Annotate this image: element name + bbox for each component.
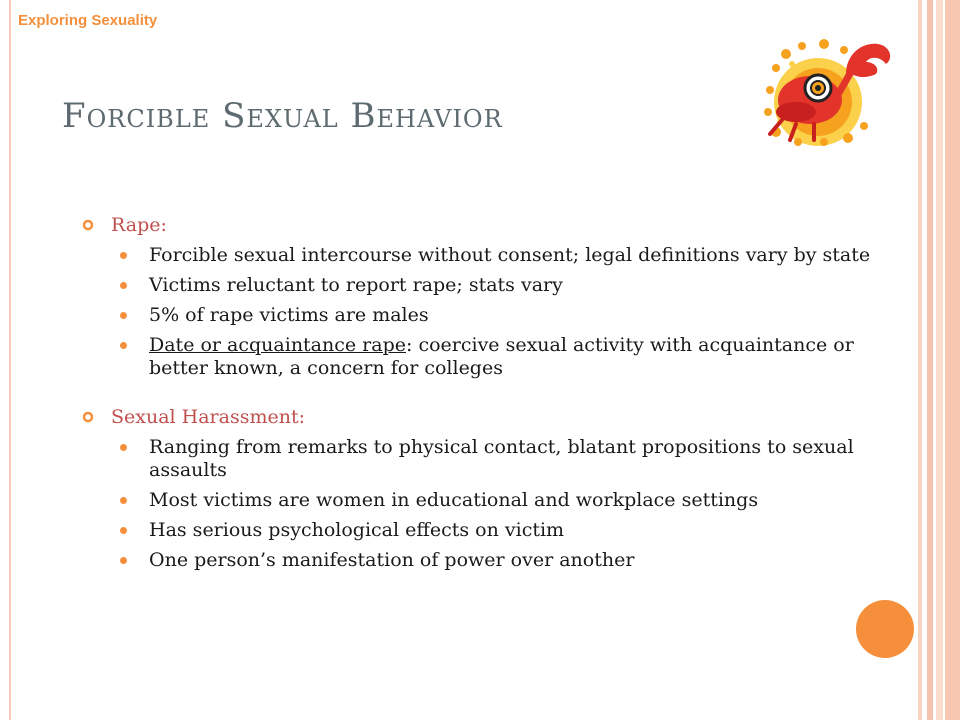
left-frame-line [9,0,11,720]
list-item [78,519,898,542]
open-circle-bullet-icon [82,219,94,231]
header-label: Exploring Sexuality [18,12,158,29]
filled-dot-bullet-icon [120,527,127,534]
section-rape [78,212,898,380]
list-item [78,274,898,297]
right-decorative-stripes [918,0,960,720]
list-item-text: Has serious psychological effects on victim [149,519,565,541]
list-item [78,549,898,572]
section-sexual-harassment [78,404,898,572]
list-item-text: 5% of rape victims are males [149,304,429,326]
list-item-text: Ranging from remarks to physical contact, blatant propositions to sexual assaults [149,436,854,481]
slide-content [78,212,898,596]
filled-dot-bullet-icon [120,557,127,564]
list-item [78,244,898,267]
section-heading [78,212,898,238]
list-item-text: Most victims are women in educational and workplace settings [149,489,759,511]
filled-dot-bullet-icon [120,252,127,259]
filled-dot-bullet-icon [120,312,127,319]
section-heading-text: Sexual Harassment: [111,406,305,428]
list-item-text: One person’s manifestation of power over another [149,549,635,571]
slide-title: Forcible Sexual Behavior [62,96,503,136]
list-item-text: Forcible sexual intercourse without consent; legal definitions vary by state [149,244,871,266]
list-item [78,334,898,380]
filled-dot-bullet-icon [120,342,127,349]
open-circle-bullet-icon [82,411,94,423]
section-heading-text: Rape: [111,214,167,236]
filled-dot-bullet-icon [120,282,127,289]
list-item [78,304,898,327]
underlined-term: Date or acquaintance rape [149,334,406,356]
section-heading [78,404,898,430]
list-item-text: : coercive sexual activity with acquaintance or better known, a concern for colleges [149,334,854,379]
crab-logo-icon [762,34,896,146]
bullet-list [78,436,898,572]
list-item-text: Victims reluctant to report rape; stats vary [149,274,563,296]
list-item [78,489,898,512]
filled-dot-bullet-icon [120,444,127,451]
filled-dot-bullet-icon [120,497,127,504]
bullet-list [78,244,898,380]
orange-circle-decoration [856,600,914,658]
list-item [78,436,898,482]
